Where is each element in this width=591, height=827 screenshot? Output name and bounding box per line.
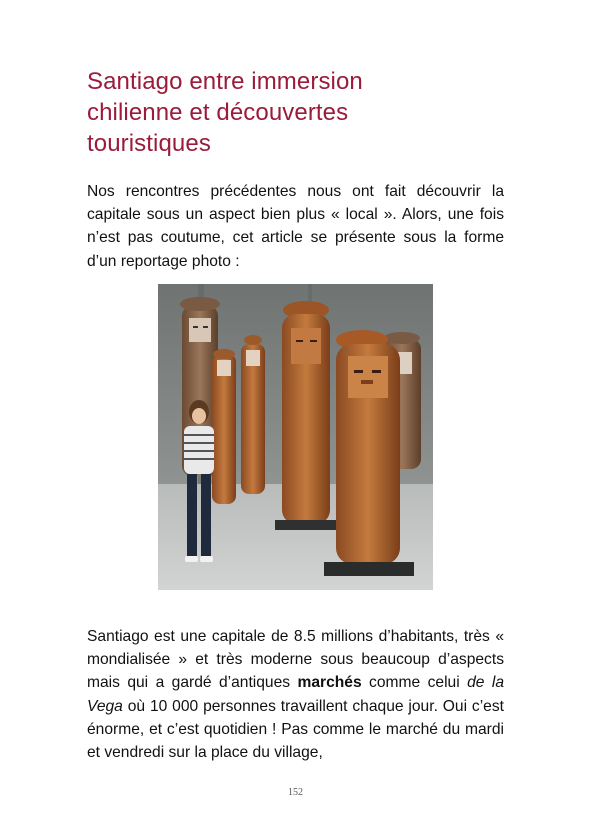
body-text-bold-markets: marchés <box>297 674 362 692</box>
title-line-3: touristiques <box>87 130 211 157</box>
article-title <box>87 66 517 159</box>
body-paragraph <box>87 625 504 764</box>
body-text-mid: comme celui <box>361 674 468 692</box>
intro-paragraph: Nos rencontres précédentes nous ont fait découvrir la capitale sous un aspect bien plus « local ». Alors, une fois n’est pas coutume, cet article se présente sous la forme d’un reportage photo : <box>87 183 504 270</box>
title-line-2: chilienne et découvertes <box>87 99 349 126</box>
statue-small-left <box>212 349 236 504</box>
title-line-1: Santiago entre immersion <box>87 68 363 95</box>
body-text-start: Santiago est une capitale de 8.5 millions d’habitants, très « mondialisée » et très moderne sous beaucoup d’aspects mais qui a gardé d’antiques <box>87 628 504 692</box>
photo-wooden-statues <box>158 284 433 590</box>
page-number: 152 <box>288 787 303 798</box>
statue-tall-middle <box>275 301 337 530</box>
statue-small-center <box>241 335 265 494</box>
body-text-italic-vega: de la Vega <box>87 674 504 715</box>
body-text-end: où 10 000 personnes travaillent chaque jour. Oui c’est énorme, et c’est quotidien ! Pas comme le marché du mardi et vendredi sur la place du village, <box>87 697 504 762</box>
